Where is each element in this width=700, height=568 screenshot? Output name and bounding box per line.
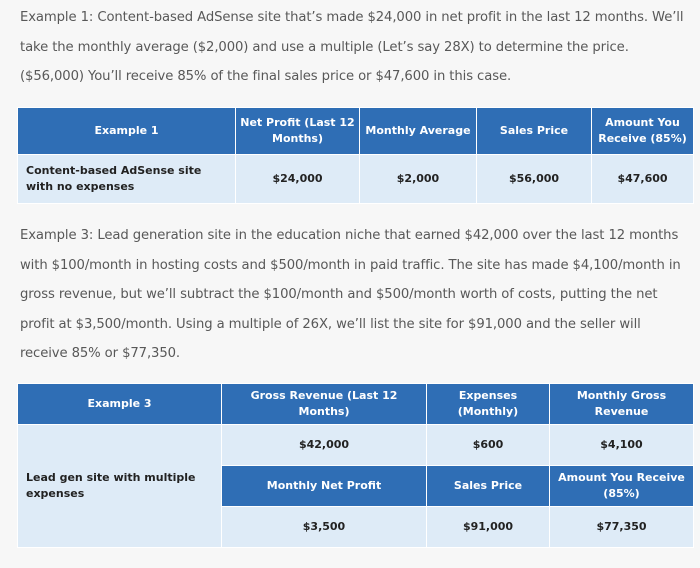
sales-price-cell: $91,000 bbox=[427, 507, 550, 548]
example-1-paragraph: Example 1: Content-based AdSense site that’s made $24,000 in net profit in the last 12 months. We’ll take the monthly average ($2,000) and use a multiple (Let’s say 28X) to determine the price. ($56,000) You’ll receive 85% of the final sales price or $47,600 in this case. bbox=[20, 10, 684, 84]
gross-revenue-cell: $42,000 bbox=[222, 425, 427, 466]
amount-receive-cell: $47,600 bbox=[592, 155, 694, 204]
table-row bbox=[18, 425, 694, 466]
example-3-paragraph: Example 3: Lead generation site in the education niche that earned $42,000 over the last 12 months with $100/month in hosting costs and $500/month in paid traffic. The site has made $4,100/month in gross revenue, but we’ll subtract the $100/month and $500/month worth of costs, putting the net profit at $3,500/month. Using a multiple of 26X, we’ll list the site for $91,000 and the seller will receive 85% or $77,350. bbox=[20, 228, 681, 361]
site-description-cell: Content-based AdSense site with no expenses bbox=[18, 155, 236, 204]
header-amount-receive: Amount You Receive (85%) bbox=[592, 108, 694, 155]
header-monthly-gross-revenue: Monthly Gross Revenue bbox=[550, 384, 694, 425]
monthly-gross-revenue-cell: $4,100 bbox=[550, 425, 694, 466]
header-monthly-average: Monthly Average bbox=[360, 108, 477, 155]
table-header-row bbox=[18, 384, 694, 425]
example-1-table bbox=[17, 107, 694, 204]
header-example-1: Example 1 bbox=[18, 108, 236, 155]
header-example-3: Example 3 bbox=[18, 384, 222, 425]
monthly-net-profit-cell: $3,500 bbox=[222, 507, 427, 548]
table-header-row bbox=[18, 108, 694, 155]
header-gross-revenue: Gross Revenue (Last 12 Months) bbox=[222, 384, 427, 425]
header-sales-price: Sales Price bbox=[427, 466, 550, 507]
amount-receive-cell: $77,350 bbox=[550, 507, 694, 548]
header-amount-receive: Amount You Receive (85%) bbox=[550, 466, 694, 507]
header-sales-price: Sales Price bbox=[477, 108, 592, 155]
header-monthly-net-profit: Monthly Net Profit bbox=[222, 466, 427, 507]
monthly-average-cell: $2,000 bbox=[360, 155, 477, 204]
expenses-cell: $600 bbox=[427, 425, 550, 466]
header-net-profit: Net Profit (Last 12 Months) bbox=[236, 108, 360, 155]
site-description-cell: Lead gen site with multiple expenses bbox=[18, 425, 222, 548]
header-expenses: Expenses (Monthly) bbox=[427, 384, 550, 425]
table-row bbox=[18, 155, 694, 204]
sales-price-cell: $56,000 bbox=[477, 155, 592, 204]
example-3-table bbox=[17, 383, 694, 548]
net-profit-cell: $24,000 bbox=[236, 155, 360, 204]
